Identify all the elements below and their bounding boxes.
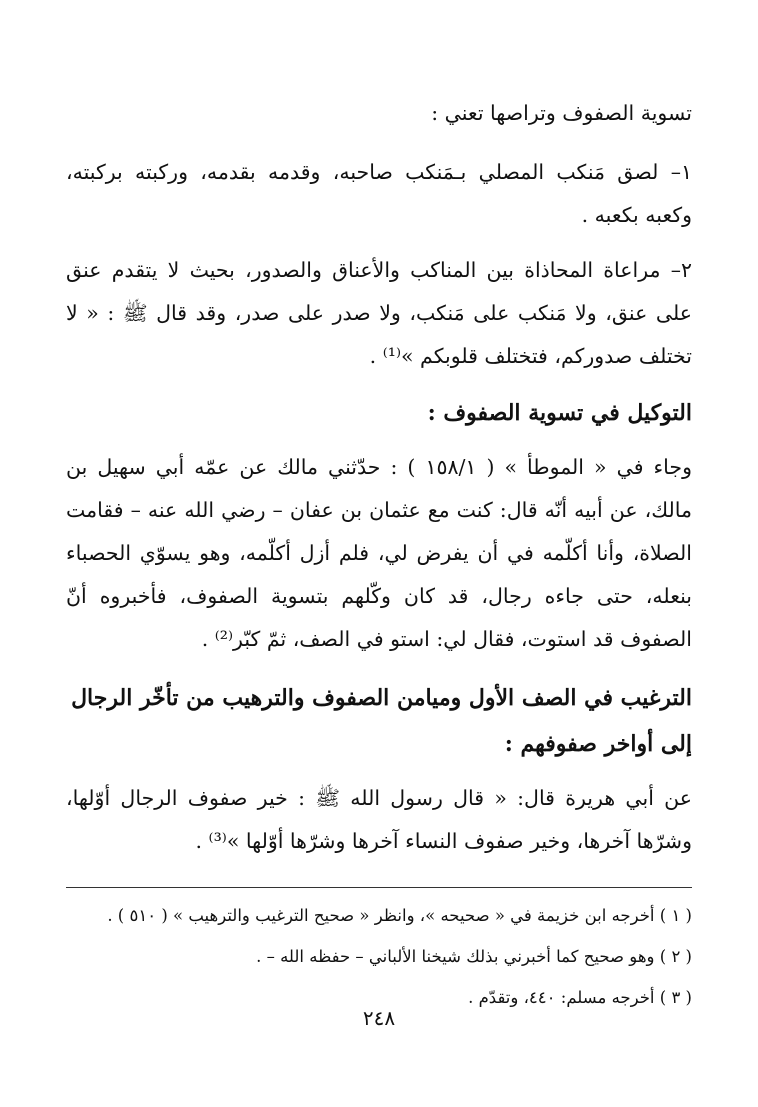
main-text — [66, 92, 692, 863]
section-heading-targheeb: الترغيب في الصف الأول وميامن الصفوف والترهيب من تأخّر الرجال إلى أواخر صفوفهم : — [71, 685, 692, 757]
footnote-1: ( ١ ) أخرجه ابن خزيمة في « صحيحه »، وانظر « صحيح الترغيب والترهيب » ( ٥١٠ ) . — [107, 906, 692, 925]
list-item-2: ٢– مراعاة المحاذاة بين المناكب والأعناق والصدور، بحيث لا يتقدم عنق على عنق، ولا مَنكب على مَنكب، ولا صدر على صدر، وقد قال ﷺ : « لا تختلف صدوركم، فتختلف قلوبكم »⁽¹⁾ . — [66, 258, 692, 368]
list-item-1: ١– لصق مَنكب المصلي بـمَنكب صاحبه، وقدمه بقدمه، وركبته بركبته، وكعبه بكعبه . — [66, 160, 692, 227]
paragraph-abu-hurayra: عن أبي هريرة قال: « قال رسول الله ﷺ : خير صفوف الرجال أوّلها، وشرّها آخرها، وخير صفوف النساء آخرها وشرّها أوّلها »⁽³⁾ . — [66, 786, 692, 853]
paragraph-muwatta: وجاء في « الموطأ » ( ١٥٨/١ ) : حدّثني مالك عن عمّه أبي سهيل بن مالك، عن أبيه أنّه قال: كنت مع عثمان بن عفان – رضي الله عنه – فقامت الصلاة، وأنا أكلّمه في أن يفرض لي، فلم أزل أكلّمه، وهو يسوّي الحصباء بنعله، حتى جاءه رجال، قد كان وكّلهم بتسوية الصفوف، فأخبروه أنّ الصفوف قد استوت، فقال لي: استو في الصف، ثمّ كبّر⁽²⁾ . — [66, 455, 692, 651]
footnote-divider — [66, 887, 692, 888]
footnote-2: ( ٢ ) وهو صحيح كما أخبرني بذلك شيخنا الألباني – حفظه الله – . — [256, 947, 692, 966]
page-number: ٢٤٨ — [362, 1006, 396, 1030]
footnote-3: ( ٣ ) أخرجه مسلم: ٤٤٠، وتقدّم . — [468, 988, 692, 1007]
intro-line: تسوية الصفوف وتراصها تعني : — [431, 101, 692, 125]
section-heading-tawkeel: التوكيل في تسوية الصفوف : — [427, 400, 692, 426]
footnotes — [66, 898, 692, 1015]
